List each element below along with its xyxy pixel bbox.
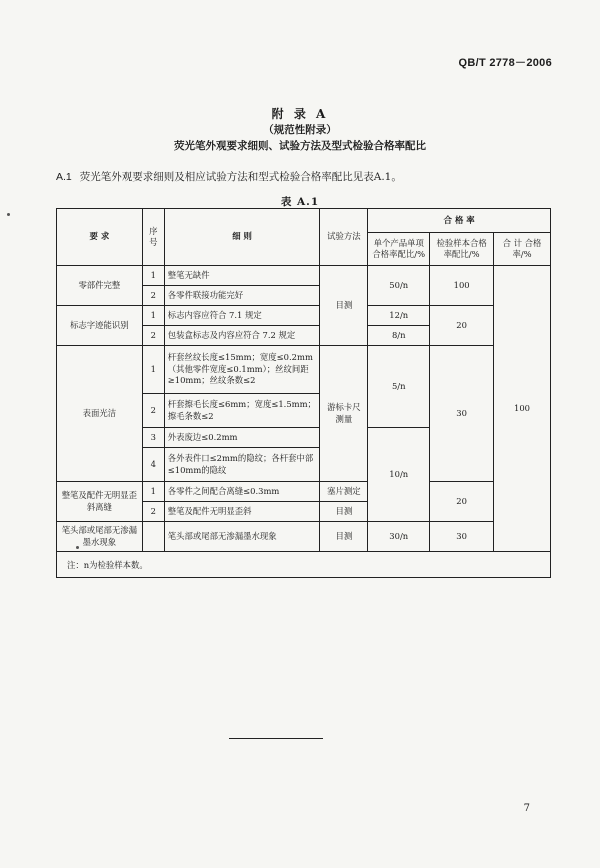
page-number: 7 [523,803,530,814]
group-label: 整笔及配件无明显歪斜离缝 [57,482,143,522]
header-total-rate: 合 计 合格率/% [494,233,551,266]
table-row [57,306,551,326]
seq-cell: 1 [142,482,164,502]
standard-code: QB/T 2778－2006 [458,57,552,69]
method-cell: 目测 [320,502,368,522]
sample-rate-cell: 30 [430,346,494,482]
intro-paragraph [56,169,402,184]
clause-number: A.1 [56,171,72,183]
group-label: 笔头部或尾部无渗漏墨水现象 [57,522,143,552]
method-cell: 塞片测定 [320,482,368,502]
table-row [57,522,551,552]
detail-cell: 杆套丝纹长度≤15mm；宽度≤0.2mm（其他零件宽度≤0.1mm）；丝纹间距≥10mm；丝纹条数≤2 [164,346,320,394]
table-note: 注：n为检验样本数。 [57,552,551,578]
single-rate-cell: 5/n [368,346,430,428]
scan-speck [76,546,79,549]
sample-rate-cell: 100 [430,266,494,306]
single-rate-cell: 8/n [368,326,430,346]
seq-cell: 3 [142,428,164,448]
seq-cell: 2 [142,394,164,428]
header-pass-rate: 合 格 率 [368,209,551,233]
detail-cell: 各零件联接功能完好 [164,286,320,306]
single-rate-cell: 10/n [368,428,430,522]
method-cell: 游标卡尺测量 [320,346,368,482]
spec-table [56,208,551,578]
header-requirement: 要 求 [57,209,143,266]
detail-cell: 外表废边≤0.2mm [164,428,320,448]
header-method: 试验方法 [320,209,368,266]
annex-title: 荧光笔外观要求细则、试验方法及型式检验合格率配比 [174,140,426,152]
detail-cell: 笔头部或尾部无渗漏墨水现象 [164,522,320,552]
table-row [57,482,551,502]
sample-rate-cell: 20 [430,306,494,346]
header-sample-rate: 检验样本合格率配比/% [430,233,494,266]
header-row [57,209,551,233]
sample-rate-cell: 20 [430,482,494,522]
annex-label: 附 录 A [271,107,329,121]
header-detail: 细 则 [164,209,320,266]
group-label: 标志字迹能识别 [57,306,143,346]
table-caption: 表 A.1 [280,196,320,208]
annex-kind: （规范性附录） [263,124,337,136]
clause-text: 荧光笔外观要求细则及相应试验方法和型式检验合格率配比见表A.1。 [79,171,402,183]
seq-cell: 1 [142,306,164,326]
total-rate-cell: 100 [494,266,551,552]
header-seq: 序号 [142,209,164,266]
note-row [57,552,551,578]
scan-speck [7,213,10,216]
table-row [57,266,551,286]
single-rate-cell: 50/n [368,266,430,306]
seq-cell: 4 [142,448,164,482]
detail-cell: 包装盒标志及内容应符合 7.2 规定 [164,326,320,346]
group-label: 零部件完整 [57,266,143,306]
single-rate-cell: 12/n [368,306,430,326]
seq-cell: 2 [142,326,164,346]
detail-cell: 各外表件口≤2mm的隐纹；各杆套中部≤10mm的隐纹 [164,448,320,482]
header-single-rate: 单个产品单项合格率配比/% [368,233,430,266]
detail-cell: 整笔无缺件 [164,266,320,286]
seq-cell [142,522,164,552]
detail-cell: 各零件之间配合离缝≤0.3mm [164,482,320,502]
method-cell: 目测 [320,266,368,346]
method-cell: 目测 [320,522,368,552]
seq-cell: 1 [142,266,164,286]
detail-cell: 杆套擦毛长度≤6mm；宽度≤1.5mm；擦毛条数≤2 [164,394,320,428]
group-label: 表面光洁 [57,346,143,482]
sample-rate-cell: 30 [430,522,494,552]
single-rate-cell: 30/n [368,522,430,552]
seq-cell: 2 [142,502,164,522]
seq-cell: 1 [142,346,164,394]
seq-cell: 2 [142,286,164,306]
table-row [57,346,551,394]
footer-rule [229,738,323,739]
detail-cell: 标志内容应符合 7.1 规定 [164,306,320,326]
detail-cell: 整笔及配件无明显歪斜 [164,502,320,522]
